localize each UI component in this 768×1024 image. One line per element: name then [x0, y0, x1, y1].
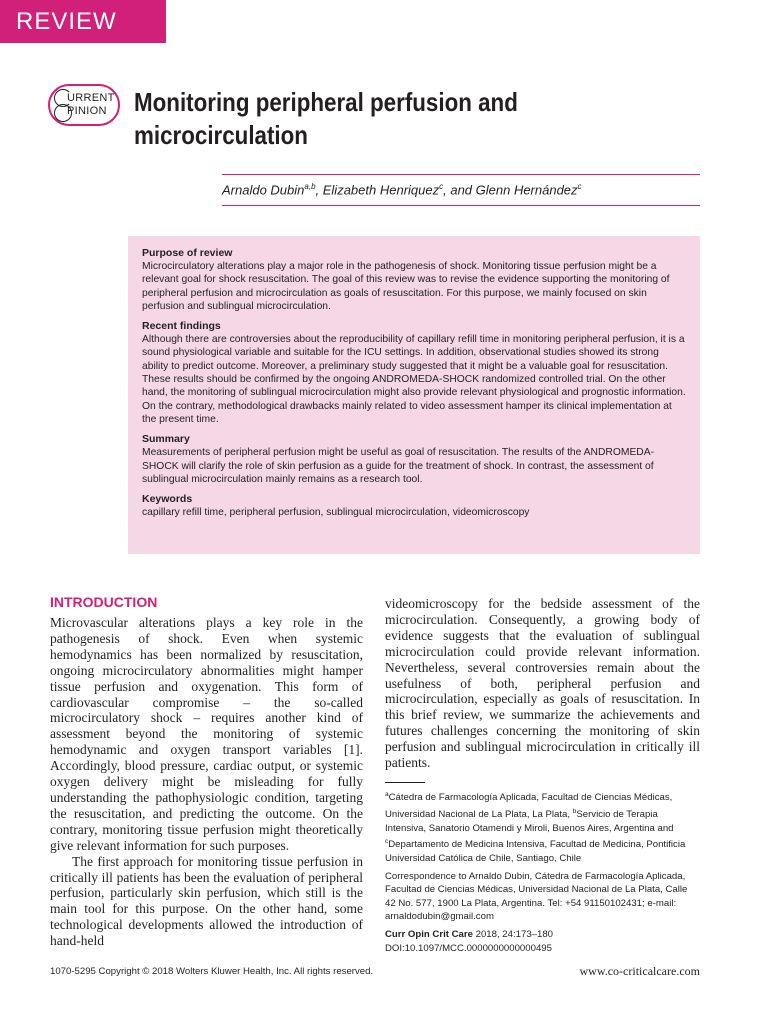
abstract-box — [128, 236, 700, 554]
author-separator: , — [315, 182, 323, 198]
keywords-text: capillary refill time, peripheral perfusion, sublingual microcirculation, videomicroscopy — [142, 507, 530, 519]
footnotes — [385, 788, 700, 955]
section-label: REVIEW — [16, 7, 117, 35]
author-name: Glenn Hernández — [475, 182, 578, 198]
journal-volume: 2018, 24:173–180 — [472, 928, 553, 940]
footnote-divider — [385, 782, 425, 783]
author-separator: , and — [443, 182, 476, 198]
title-divider-top — [222, 174, 700, 175]
introduction-heading: INTRODUCTION — [50, 594, 158, 610]
copyright-notice: 1070-5295 Copyright © 2018 Wolters Kluwer Health, Inc. All rights reserved. — [50, 966, 374, 977]
body-paragraph: The first approach for monitoring tissue perfusion in critically ill patients has been the evaluation of peripheral perfusion, particularly skin perfusion, which still is the main tool for this purpose. On the other hand, some technological developments allowed the introduction of hand-held — [50, 853, 363, 949]
journal-website: www.co-criticalcare.com — [579, 964, 700, 978]
summary-text: Measurements of peripheral perfusion might be useful as goal of resuscitation. The results of the ANDROMEDA-SHOCK will clarify the role of skin perfusion as a guide for the treatment of shock. In contrast, the assessment of sublingual microcirculation mainly remains as a research tool. — [142, 447, 655, 485]
author-affiliation-marker: a,b — [304, 182, 316, 191]
purpose-text: Microcirculatory alterations play a major role in the pathogenesis of shock. Monitoring tissue perfusion might be a relevant goal for shock resuscitation. The goal of this review was to revise the evidence supporting the monitoring of peripheral perfusion and microcirculation as goals of resuscitation. For this purpose, we mainly focused on skin perfusion and sublingual microcirculation. — [142, 261, 670, 312]
body-paragraph: videomicroscopy for the bedside assessment of the microcirculation. Consequently, a growing body of evidence suggests that the evaluation of sublingual microcirculation could provide relevant information. Nevertheless, several controversies remain about the usefulness of both, peripheral perfusion and microcirculation, especially as goals of resuscitation. In this brief review, we summarize the achievements and futures challenges concerning the monitoring of skin perfusion and sublingual microcirculation in critically ill patients. — [385, 596, 700, 771]
affiliation-c: Departamento de Medicina Intensiva, Facultad de Medicina, Pontificia Universidad Católica de Chile, Santiago, Chile — [385, 839, 686, 864]
doi: DOI:10.1097/MCC.0000000000000495 — [385, 942, 552, 954]
author-list — [222, 182, 700, 197]
author-name: Elizabeth Henriquez — [322, 182, 440, 198]
affiliation-marker: c — [385, 838, 389, 846]
article-title: Monitoring peripheral perfusion and microcirculation — [134, 87, 518, 150]
journal-citation — [385, 928, 700, 942]
body-paragraph: Microvascular alterations plays a key role in the pathogenesis of shock. Even when systemic hemodynamics has been normalized by resuscitation, ongoing microcirculatory abnormalities might hamper tissue perfusion and oxygenation. This form of cardiovascular compromise – the so-called microcirculatory shock – requires another kind of assessment beyond the monitoring of systemic hemodynamic and oxygen transport variables [1]. Accordingly, blood pressure, cardiac output, or systemic oxygen delivery might be misleading for fully understanding the pathophysiologic condition, targeting the resuscitation, and predicting the outcome. On the contrary, monitoring tissue perfusion might theoretically give relevant information for such purposes. — [50, 615, 363, 853]
findings-text: Although there are controversies about the reproducibility of capillary refill time in monitoring peripheral perfusion, it is a sound physiological variable and suitable for the ICU settings. In addition, observational studies showed its strong ability to predict outcome. Moreover, a preliminary study suggested that it might be a valuable goal for resuscitation. These results should be confirmed by the ongoing ANDROMEDA-SHOCK randomized controlled trial. On the other hand, the monitoring of sublingual microcirculation might also provide relevant physiological and prognostic information. On the contrary, methodological drawbacks mainly related to video assessment hamper its clinical implementation at the present time. — [142, 334, 686, 425]
findings-heading: Recent findings — [142, 320, 221, 333]
logo-text-line1: URRENT — [67, 92, 115, 104]
author-affiliation-marker: c — [577, 182, 582, 191]
section-tab — [0, 0, 166, 43]
author-name: Arnaldo Dubin — [222, 182, 305, 198]
affiliation-b: Servicio de Terapia Intensiva, Sanatorio Otamendi y Miroli, Buenos Aires, Argentina and — [385, 808, 674, 834]
keywords-heading: Keywords — [142, 493, 193, 506]
correspondence: Correspondence to Arnaldo Dubin, Cátedra de Farmacología Aplicada, Facultad de Ciencias Médicas, Universidad Nacional de La Plata, Calle 42 No. 577, 1900 La Plata, Argentina. Tel: +54 91150102431; e-mail: arnaldodubin@gmail.com — [385, 870, 688, 923]
current-opinion-logo — [48, 84, 120, 126]
summary-heading: Summary — [142, 433, 190, 446]
body-column-right — [385, 596, 700, 771]
body-column-left — [50, 593, 363, 949]
logo-text-line2: PINION — [67, 105, 107, 117]
journal-name: Curr Opin Crit Care — [385, 928, 473, 940]
purpose-heading: Purpose of review — [142, 247, 233, 259]
affiliations — [385, 788, 700, 866]
affiliation-a: Cátedra de Farmacología Aplicada, Facultad de Ciencias Médicas, Universidad Nacional de La Plata, La Plata, — [385, 792, 673, 820]
affiliation-marker: a — [385, 791, 389, 798]
title-divider-bottom — [222, 205, 700, 206]
affiliation-marker: b — [572, 807, 577, 815]
author-affiliation-marker: c — [439, 182, 444, 191]
